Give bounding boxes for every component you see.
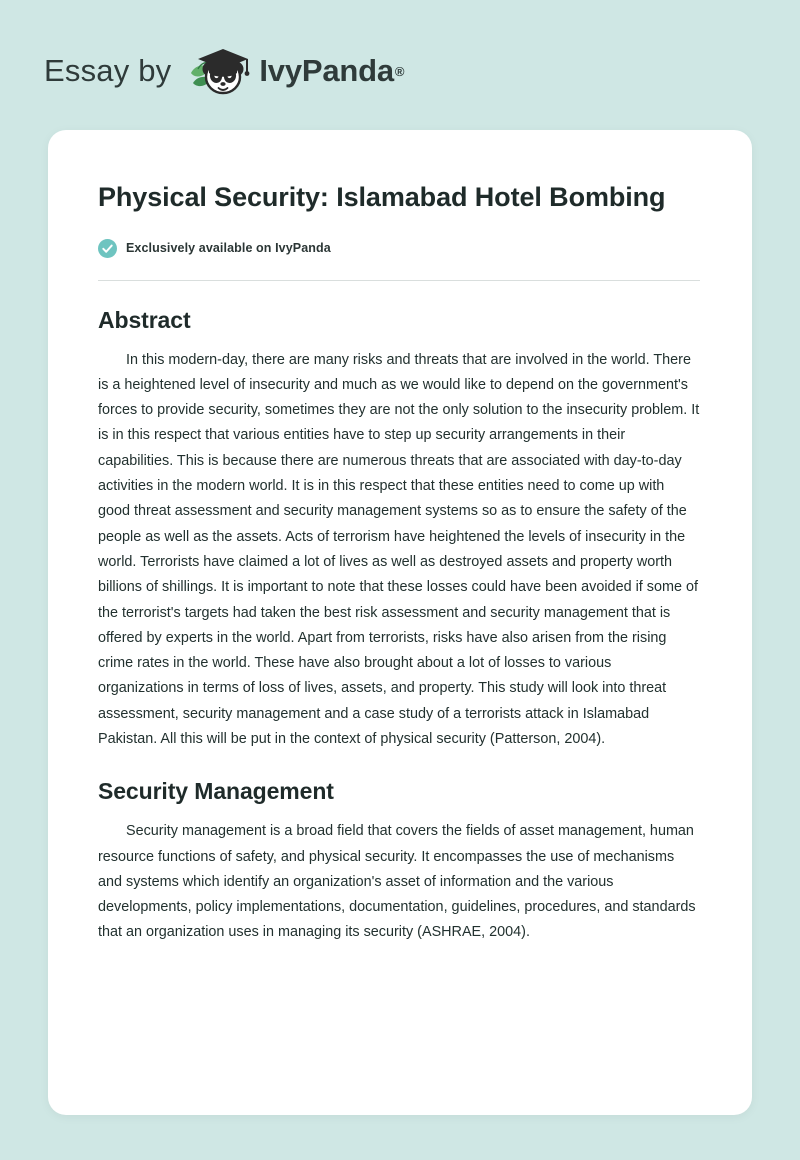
check-circle-icon [98,239,117,258]
ivypanda-logo[interactable] [185,39,404,103]
section-paragraph-security-management: Security management is a broad field that covers the fields of asset management, human resource functions of safety, and physical security. It encompasses the use of mechanisms and systems which identify an organization's asset of information and the various developments, policy implementations, documentation, guidelines, procedures, and standards that an organization uses in managing its security (ASHRAE, 2004). [98,823,696,941]
section-heading-abstract: Abstract [98,306,191,333]
section-heading-security-management: Security Management [98,778,334,805]
title-divider [98,280,700,281]
site-brand-header [44,36,405,106]
panda-graduate-logo-icon [185,39,257,103]
exclusivity-label: Exclusively available on IvyPanda [126,241,331,256]
registered-mark: ® [394,63,405,79]
brand-name-label: IvyPanda [259,53,394,88]
exclusivity-badge [98,239,700,258]
essay-by-label: Essay by [44,53,172,88]
document-card [48,130,752,1115]
page-title: Physical Security: Islamabad Hotel Bombing [98,182,666,212]
section-paragraph-abstract: In this modern-day, there are many risks and threats that are involved in the world. There is a heightened level of insecurity and much as we would like to depend on the government's forces to provide security, sometimes they are not the only solution to the insecurity problem. It is in this respect that various entities have to step up security arrangements in their capabilities. This is because there are numerous threats that are associated with day-to-day activities in the modern world. It is in this respect that these entities need to come up with good threat assessment and security management systems so as to ensure the safety of the people as well as the assets. Acts of terrorism have heightened the levels of insecurity in the world. Terrorists have claimed a lot of lives as well as destroyed assets and property worth billions of shillings. It is important to note that these losses could have been avoided if some of the terrorist's targets had taken the best risk assessment and security management that is offered by experts in the world. Apart from terrorists, risks have also arisen from the rising crime rates in the world. These have also brought about a lot of losses to various organizations in terms of loss of lives, assets, and property. This study will look into threat assessment, security management and a case study of a terrorists attack in Islamabad Pakistan. All this will be put in the context of physical security (Patterson, 2004). [98,351,700,747]
